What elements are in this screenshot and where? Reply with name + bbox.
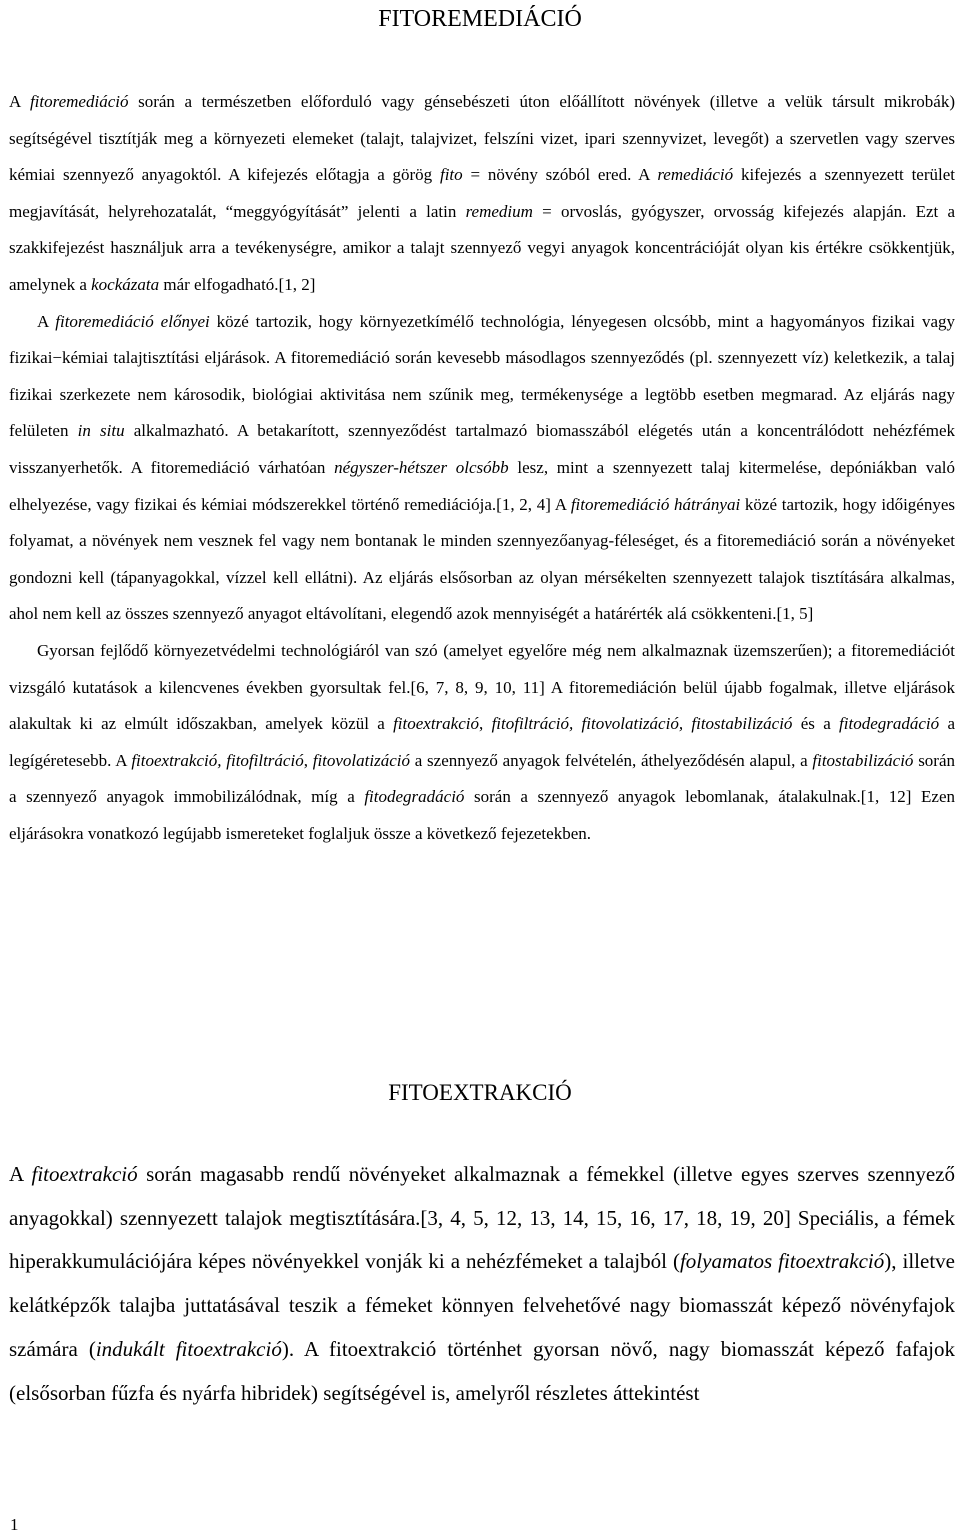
text-run: közé tartozik, hogy időigényes folyamat, a növények nem vesznek fel vagy nem bontanak le minden szennyezőanyag-féleséget, és a fitoremediáció során a növényeket gondozni kell (tápanyagokkal, vízzel kell ellátni). Az eljárás elsősorban az olyan mérsékelten szennyezett talajok tisztítására alkalmas, ahol nem kell az összes szennyező anyagot eltávolítani, elegendő azok mennyiségét a határérték alá csökkenteni.[1, 5] [9,494,956,624]
text-run: = növény szóból ered. A [462,165,658,185]
italic-term: fitoremediáció előnyei [55,311,210,331]
text-run: A [37,311,56,331]
text-run: alkalmazható. A betakarított, szennyeződést tartalmazó biomasszából elégetés után a koncentrálódott nehézfémek visszanyerhetők. A fitoremediáció várhatóan [9,421,956,477]
page-title: FITOREMEDIÁCIÓ [378,6,582,32]
text-run: A [9,92,30,111]
italic-term: fitoremediáció [29,92,129,111]
text-run: során a természetben előforduló vagy génsebészeti úton előállított növények (illetve a velük társult mikrobák) segítségével tisztítják meg a környezeti elemeket (talajt, talajvizet, felszíni vizet, ipari szennyvizet, levegőt) a szervetlen vagy szerves kémiai szennyező anyagoktól. A kifejezés előtagja a görög [9,92,955,185]
text-run: , [479,714,492,734]
paragraph-phytoextraction [9,1153,955,1415]
italic-term: folyamatos fitoextrakció [679,1249,885,1274]
text-run: ). A fitoextrakció történhet gyorsan növő, nagy biomasszát képező fafajok (elsősorban fűzfa és nyárfa hibridek) segítségével is, amelyről részletes áttekintést [9,1336,956,1405]
text-run: a legígéretesebb. A [9,714,956,770]
text-run: Gyorsan fejlődő környezetvédelmi technológiáról van szó (amelyet egyelőre még nem alkalmaznak üzemszerűen); a fitoremediációt vizsgáló kutatások a kilencvenes években gyorsultak fel.[6, 7, 8, 9, 10, 11] A fitoremediáción belül újabb fogalmak, illetve eljárások alakultak ki az elmúlt időszakban, amelyek közül a [9,640,955,734]
text-run: már elfogadható.[1, 2] [159,274,316,294]
section-heading: FITOEXTRAKCIÓ [388,1080,572,1105]
italic-term: fitodegradáció [839,714,940,734]
italic-term: fitoextrakció [31,1162,138,1186]
text-run: a szennyező anyagok felvételén, áthelyeződésén alapul, a [410,750,813,770]
text-run: ), illetve kelátképzők talajba juttatásával teszik a fémeket könnyen felvehetővé nagy biomasszát képező növényfajok számára ( [9,1249,955,1361]
italic-term: fitostabilizáció [812,750,914,770]
italic-term: kockázata [91,274,160,294]
italic-term: fitoextrakció [393,714,479,734]
italic-term: in situ [77,421,125,441]
italic-term: fitodegradáció [364,787,465,807]
italic-term: fitovolatizáció [312,750,410,770]
section-text [9,1153,955,1415]
text-run: lesz, mint a szennyezett talaj kitermelése, depóniákban való elhelyezése, vagy fizikai és kémiai módszerekkel történő remediációja.[1, 2, 4] A [9,457,955,514]
italic-term: fitoextrakció, fitofiltráció [131,750,304,770]
text-run: kifejezés a szennyezett terület megjavítását, helyrehozatalát, “meggyógyítását” jelenti a latin [9,165,955,221]
text-run: , [303,750,313,770]
text-run: során a szennyező anyagok immobilizálódnak, míg a [9,750,956,807]
text-run: és a [792,714,840,734]
italic-term: fitoremediáció hátrányai [570,494,741,514]
italic-term: remedium [465,201,533,221]
italic-term: indukált fitoextrakció [95,1336,282,1361]
italic-term: fito [439,165,463,185]
italic-term: fitofiltráció, fitovolatizáció, fitostabilizáció [491,714,793,734]
paragraph-definition [9,84,955,304]
italic-term: remediáció [657,165,734,185]
paragraph-advantages [9,304,955,633]
text-run: = orvoslás, gyógyszer, orvosság kifejezés alapján. Ezt a szakkifejezést használjuk arra a tevékenységre, amikor a talajt szennyező vegyi anyagok koncentrációját olyan kis értékre csökkentjük, amelynek a [9,201,956,294]
text-run: során magasabb rendű növényeket alkalmaznak a fémekkel (illetve egyes szerves szennyező anyagokkal) szennyezett talajok megtisztítására.[3, 4, 5, 12, 13, 14, 15, 16, 17, 18, 19, 20] Speciális, a fémek hiperakkumulációjára képes növényekkel vonják ki a nehézfémeket a talajból ( [9,1162,955,1274]
paragraph-technologies [9,633,955,853]
italic-term: négyszer-hétszer olcsóbb [334,457,509,477]
text-run: közé tartozik, hogy környezetkímélő technológia, lényegesen olcsóbb, mint a hagyományos fizikai vagy fizikai−kémiai talajtisztítási eljárások. A fitoremediáció során kevesebb másodlagos szennyeződés (pl. szennyezett víz) keletkezik, a talaj fizikai szerkezete nem károsodik, biológiai aktivitása nem szűnik meg, termékenysége a legtöbb esetben megmarad. Az eljárás nagy felületen [9,311,955,441]
text-run: A [9,1162,32,1186]
page-number: 1 [10,1515,19,1534]
intro-text [9,84,955,852]
text-run: során a szennyező anyagok lebomlanak, átalakulnak.[1, 12] Ezen eljárásokra vonatkozó legújabb ismereteket foglaljuk össze a következő fejezetekben. [9,787,955,843]
